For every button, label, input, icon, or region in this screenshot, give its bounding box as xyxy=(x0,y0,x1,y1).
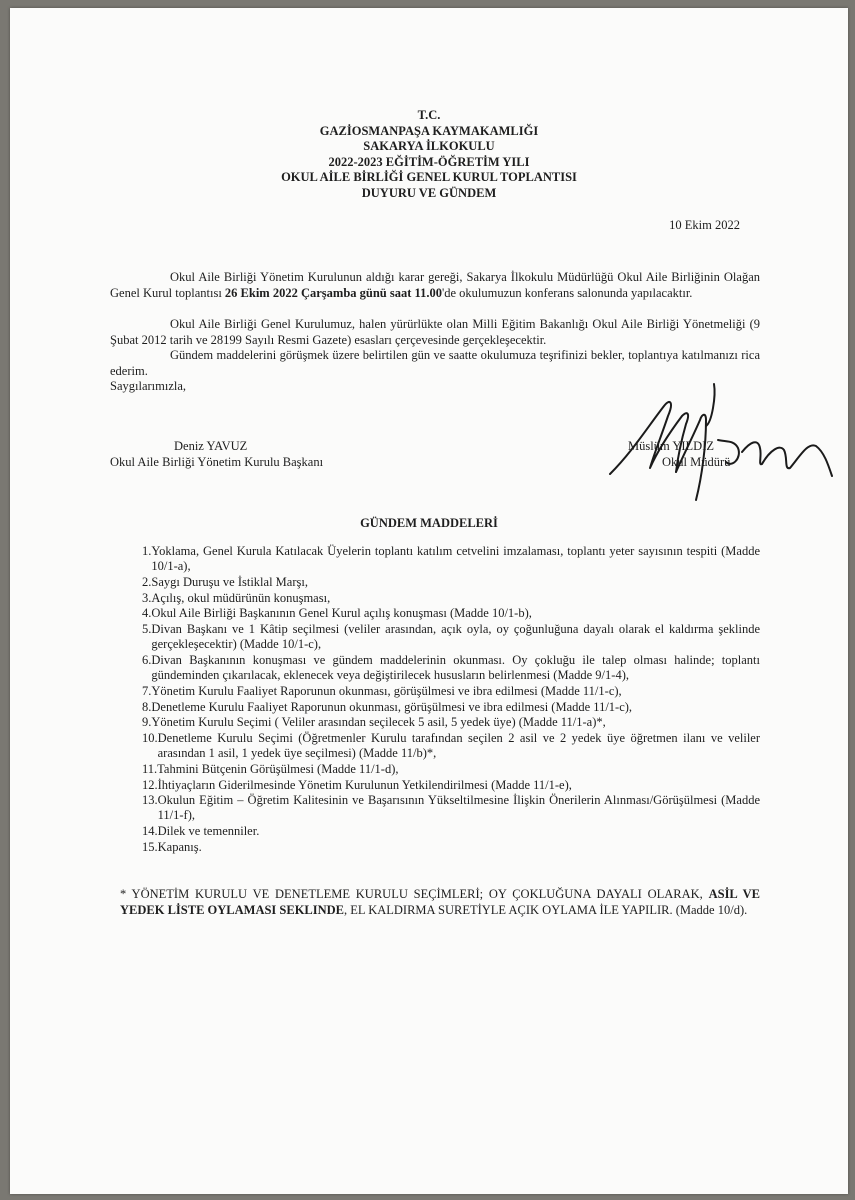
agenda-item-text: Kapanış. xyxy=(157,839,202,854)
note-text: * YÖNETİM KURULU VE DENETLEME KURULU SEÇİMLERİ; OY ÇOKLUĞUNA DAYALI OLARAK, xyxy=(120,887,709,901)
paragraph-1-tail: 'de okulumuzun konferans salonunda yapılacaktır. xyxy=(441,285,693,300)
agenda-item-number: 10. xyxy=(142,730,158,745)
agenda-item-number: 12. xyxy=(142,777,158,792)
document-header xyxy=(10,108,848,201)
paragraph-1 xyxy=(110,270,760,301)
agenda-item-text: Divan Başkanının konuşması ve gündem maddelerinin okunması. Oy çokluğu ile talep olması halinde; toplantı gündeminden çıkarılacak, eklenecek veya değiştirilecek hususların belirlenmesi (Madde 9/1-4), xyxy=(151,652,760,683)
agenda-item-number: 15. xyxy=(142,839,158,854)
agenda-item-number: 11. xyxy=(142,761,158,776)
agenda-item xyxy=(142,731,760,761)
meeting-datetime: 26 Ekim 2022 Çarşamba günü saat 11.00 xyxy=(224,285,442,300)
agenda-item-text: Açılış, okul müdürünün konuşması, xyxy=(151,590,331,605)
agenda-item xyxy=(142,793,760,823)
agenda-item xyxy=(142,762,760,777)
agenda-item-text: Divan Başkanı ve 1 Kâtip seçilmesi (veliler arasından, açık oyla, oy çoğunluğuna dayalı olarak el kaldırma şeklinde gerçekleşecektir) (Madde 10/1-c), xyxy=(151,622,760,652)
handwritten-signature xyxy=(602,376,842,506)
agenda-item xyxy=(142,684,760,699)
agenda-item xyxy=(142,622,760,652)
agenda-item-text: Denetleme Kurulu Faaliyet Raporunun okunması, görüşülmesi ve ibra edilmesi (Madde 11/1-c), xyxy=(151,699,633,714)
election-note xyxy=(120,886,760,918)
agenda-item xyxy=(142,824,760,839)
note-text-tail: , EL KALDIRMA SURETİYLE AÇIK OYLAMA İLE YAPILIR. (Madde 10/d). xyxy=(344,903,748,917)
agenda-item-text: Yönetim Kurulu Seçimi ( Veliler arasından seçilecek 5 asil, 5 yedek üye) (Madde 11/1-a)*, xyxy=(151,715,606,730)
agenda-item-text: Dilek ve temenniler. xyxy=(157,824,260,839)
header-line: 2022-2023 EĞİTİM-ÖĞRETİM YILI xyxy=(328,154,530,169)
agenda-item-text: Yönetim Kurulu Faaliyet Raporunun okunması, görüşülmesi ve ibra edilmesi (Madde 11/1-c), xyxy=(151,683,622,698)
paragraph-1-text: Okul Aile Birliği Yönetim Kurulunun aldığı karar gereği, Sakarya İlkokulu Müdürlüğü Okul Aile Birliğinin Olağan Genel Kurul toplantısı xyxy=(110,270,760,300)
agenda-item-text: İhtiyaçların Giderilmesinde Yönetim Kurulunun Yetkilendirilmesi (Madde 11/1-e), xyxy=(157,777,572,792)
agenda-list xyxy=(142,544,760,856)
agenda-item-number: 4. xyxy=(142,606,152,621)
closing-text: Saygılarımızla, xyxy=(110,379,187,393)
agenda-item-text: Denetleme Kurulu Seçimi (Öğretmenler Kurulu tarafından seçilen 2 asil ve 2 yedek üye öğretmen ilanı ve veliler arasından 1 asil, 1 yedek üye seçilmesi) (Madde 11/b)*, xyxy=(157,730,760,761)
paragraph-3: Gündem maddelerini görüşmek üzere belirtilen gün ve saatte okulumuza teşrifinizi bekler, toplantıya katılmanızı rica ederim. xyxy=(110,348,760,378)
agenda-item xyxy=(142,606,760,621)
header-line: GAZİOSMANPAŞA KAYMAKAMLIĞI xyxy=(319,123,539,138)
agenda-item xyxy=(142,700,760,715)
agenda-item-number: 2. xyxy=(142,574,152,589)
document-date: 10 Ekim 2022 xyxy=(669,218,740,232)
agenda-title: GÜNDEM MADDELERİ xyxy=(360,516,498,530)
agenda-item-text: Okulun Eğitim – Öğretim Kalitesinin ve Başarısının Yükseltilmesine İlişkin Önerilerin Alınması/Görüşülmesi (Madde 11/1-f), xyxy=(157,793,760,823)
agenda-item-text: Tahmini Bütçenin Görüşülmesi (Madde 11/1-d), xyxy=(157,761,399,776)
agenda-item-text: Saygı Duruşu ve İstiklal Marşı, xyxy=(151,574,308,589)
agenda-item-text: Yoklama, Genel Kurula Katılacak Üyelerin toplantı katılım cetvelini imzalaması, toplantı yeter sayısının tespiti (Madde 10/1-a), xyxy=(151,544,760,574)
agenda-item-number: 7. xyxy=(142,683,152,698)
paragraph-2: Okul Aile Birliği Genel Kurulumuz, halen yürürlükte olan Milli Eğitim Bakanlığı Okul Aile Birliği Yönetmeliği (9 Şubat 2012 tarih ve 28199 Sayılı Resmi Gazete) esasları çerçevesinde gerçekleşecektir. xyxy=(110,317,760,347)
agenda-item-number: 5. xyxy=(142,622,152,637)
agenda-item xyxy=(142,715,760,730)
document-page xyxy=(10,8,848,1194)
agenda-item-number: 13. xyxy=(142,793,158,808)
agenda-item xyxy=(142,840,760,855)
note-emphasis: ASİL VE YEDEK LİSTE OYLAMASI SEKLINDE xyxy=(120,887,760,917)
agenda-item-number: 9. xyxy=(142,715,152,730)
agenda-item xyxy=(142,591,760,606)
agenda-item-number: 8. xyxy=(142,699,152,714)
agenda-item-number: 6. xyxy=(142,652,152,667)
agenda-item-number: 14. xyxy=(142,824,158,839)
signature-block-left xyxy=(110,438,323,470)
signer-title: Okul Müdürü xyxy=(662,455,731,469)
agenda-item xyxy=(142,575,760,590)
header-line: SAKARYA İLKOKULU xyxy=(363,139,495,153)
agenda-item xyxy=(142,778,760,793)
agenda-item-text: Okul Aile Birliği Başkanının Genel Kurul açılış konuşması (Madde 10/1-b), xyxy=(151,606,532,621)
signer-title: Okul Aile Birliği Yönetim Kurulu Başkanı xyxy=(110,455,324,469)
signer-name: Deniz YAVUZ xyxy=(174,439,248,453)
header-line: OKUL AİLE BİRLİĞİ GENEL KURUL TOPLANTISI xyxy=(281,170,577,184)
header-line: DUYURU VE GÜNDEM xyxy=(361,185,497,200)
header-line: T.C. xyxy=(417,108,441,122)
agenda-item xyxy=(142,544,760,574)
agenda-item xyxy=(142,653,760,683)
signer-name: Müslüm YILDIZ xyxy=(628,439,714,453)
agenda-item-number: 1. xyxy=(142,544,152,558)
agenda-item-number: 3. xyxy=(142,590,152,605)
